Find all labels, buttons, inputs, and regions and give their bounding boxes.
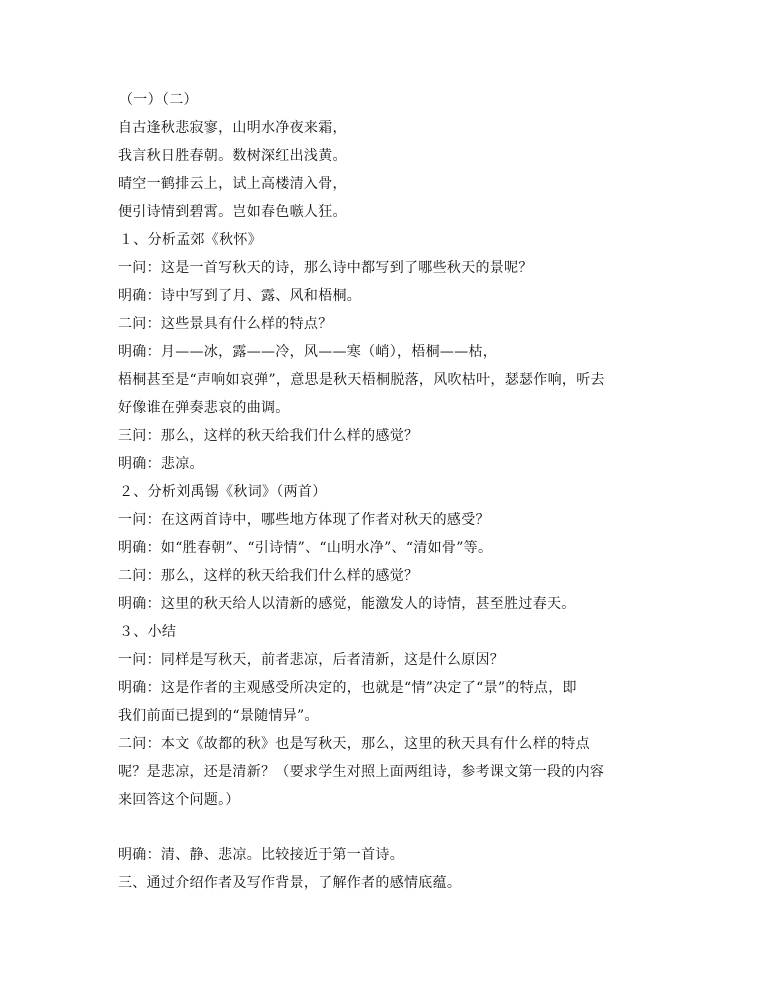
answer-text: 明确：如“胜春朝”、“引诗情”、“山明水净”、“清如骨”等。: [118, 540, 493, 556]
question-text: 二问：那么，这样的秋天给我们什么样的感觉？: [118, 568, 419, 584]
answer-text: 明确：这是作者的主观感受所决定的，也就是“情”决定了“景”的特点，即: [118, 680, 577, 696]
question-text: 来回答这个问题。）: [118, 792, 240, 808]
heading-summary: ３、小结: [119, 624, 177, 640]
poem-line-4: 便引诗情到碧霄。岂如春色嗾人狂。: [118, 204, 347, 220]
heading-analysis-1: １、分析孟郊《秋怀》: [119, 232, 262, 248]
question-text: 一问：这是一首写秋天的诗，那么诗中都写到了哪些秋天的景呢？: [118, 260, 533, 276]
section-heading-three: 三、通过介绍作者及写作背景，了解作者的感情底蕴。: [118, 875, 462, 891]
question-text: 二问：这些景具有什么样的特点？: [118, 316, 333, 332]
question-text: 二问：本文《故都的秋》也是写秋天，那么，这里的秋天具有什么样的特点: [118, 736, 590, 752]
heading-analysis-2: ２、分析刘禹锡《秋词》（两首）: [119, 484, 327, 500]
question-text: 一问：在这两首诗中，哪些地方体现了作者对秋天的感受？: [118, 512, 490, 528]
question-text: 一问：同样是写秋天，前者悲凉，后者清新，这是什么原因？: [118, 652, 505, 668]
answer-text: 明确：诗中写到了月、露、风和梧桐。: [118, 288, 362, 304]
question-text: 呢？是悲凉，还是清新？（要求学生对照上面两组诗，参考课文第一段的内容: [118, 764, 605, 780]
poem-line-2: 我言秋日胜春朝。数树深红出浅黄。: [118, 148, 347, 164]
answer-text: 明确：月——冰，露——冷，风——寒（峭），梧桐——枯，: [118, 344, 498, 360]
section-heading-one-two: （一）（二）: [119, 92, 198, 108]
question-text: 三问：那么，这样的秋天给我们什么样的感觉？: [118, 428, 419, 444]
answer-text: 明确：悲凉。: [118, 456, 204, 472]
answer-text: 我们前面已提到的“景随情异”。: [118, 708, 319, 724]
answer-text: 明确：清、静、悲凉。比较接近于第一首诗。: [118, 847, 404, 863]
poem-line-1: 自古逢秋悲寂寥，山明水净夜来霜，: [118, 120, 347, 136]
answer-text: 明确：这里的秋天给人以清新的感觉，能激发人的诗情，甚至胜过春天。: [118, 596, 576, 612]
answer-text: 好像谁在弹奏悲哀的曲调。: [118, 400, 290, 416]
poem-line-3: 晴空一鹤排云上，试上高楼清入骨，: [118, 176, 347, 192]
answer-text: 梧桐甚至是“声响如哀弹”，意思是秋天梧桐脱落，风吹枯叶，瑟瑟作响，听去: [118, 372, 605, 388]
